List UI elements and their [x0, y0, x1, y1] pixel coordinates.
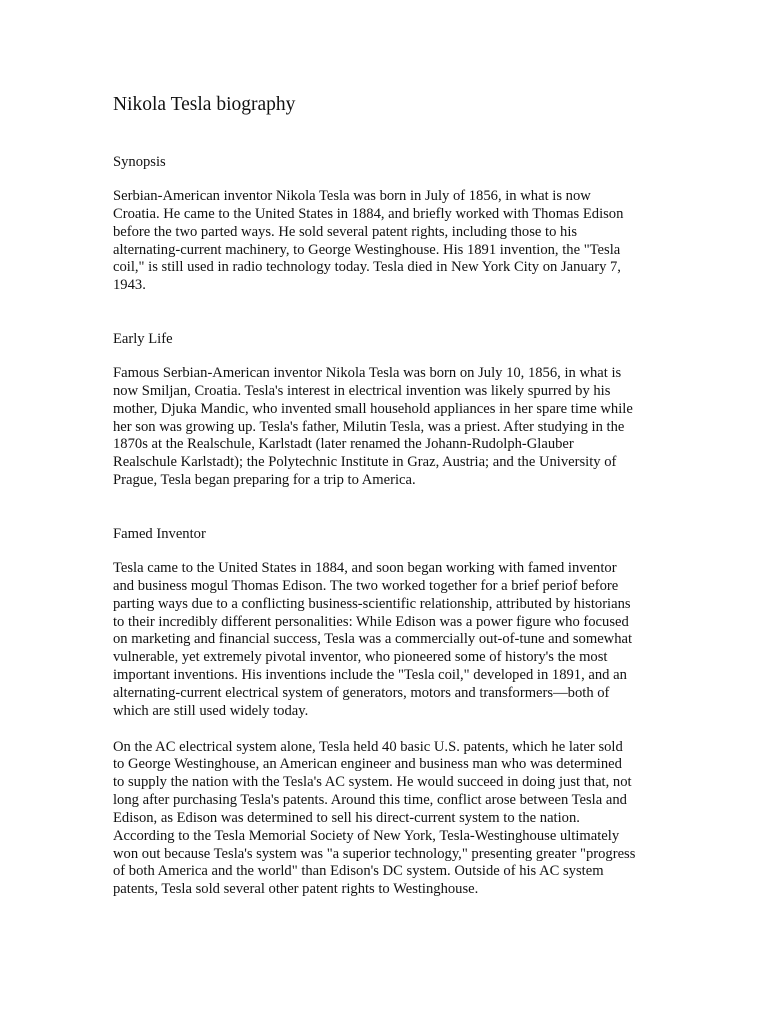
- section-heading: Famed Inventor: [113, 525, 206, 542]
- paragraph: [113, 188, 661, 295]
- text-line: Prague, Tesla began preparing for a trip to America.: [113, 472, 416, 489]
- text-line: to George Westinghouse, an American engineer and business man who was determined: [113, 756, 622, 773]
- text-line: vulnerable, yet extremely pivotal inventor, who pioneered some of history's the most: [113, 649, 608, 666]
- text-line: on marketing and financial success, Tesla was a commercially out-of-tune and somewhat: [113, 631, 633, 648]
- text-line: Croatia. He came to the United States in 1884, and briefly worked with Thomas Edison: [113, 205, 624, 222]
- text-line: of both America and the world" than Edison's DC system. Outside of his AC system: [113, 863, 604, 880]
- paragraph: [113, 365, 661, 490]
- text-line: won out because Tesla's system was "a superior technology," presenting greater "progress: [113, 845, 636, 862]
- text-line: alternating-current machinery, to George Westinghouse. His 1891 invention, the "Tesla: [113, 241, 621, 258]
- text-line: alternating-current electrical system of generators, motors and transformers—both of: [113, 684, 610, 701]
- text-line: important inventions. His inventions include the "Tesla coil," developed in 1891, and an: [113, 667, 627, 684]
- text-line: to supply the nation with the Tesla's AC system. He would succeed in doing just that, not: [113, 774, 632, 791]
- document-title: Nikola Tesla biography: [113, 94, 296, 115]
- text-line: On the AC electrical system alone, Tesla held 40 basic U.S. patents, which he later sold: [113, 738, 623, 755]
- paragraph: [113, 560, 661, 721]
- text-line: Realschule Karlstadt); the Polytechnic Institute in Graz, Austria; and the University of: [113, 454, 617, 471]
- text-line: Famous Serbian-American inventor Nikola Tesla was born on July 10, 1856, in what is: [113, 365, 622, 382]
- text-line: long after purchasing Tesla's patents. Around this time, conflict arose between Tesla and: [113, 792, 627, 809]
- paragraph: [113, 739, 661, 900]
- document-body: [113, 92, 661, 899]
- text-line: her son was growing up. Tesla's father, Milutin Tesla, was a priest. After studying in the: [113, 418, 625, 435]
- text-line: 1943.: [113, 277, 146, 294]
- text-line: 1870s at the Realschule, Karlstadt (later renamed the Johann-Rudolph-Glauber: [113, 436, 574, 453]
- text-line: before the two parted ways. He sold several patent rights, including those to his: [113, 223, 578, 240]
- text-line: patents, Tesla sold several other patent rights to Westinghouse.: [113, 881, 479, 898]
- text-line: According to the Tesla Memorial Society of New York, Tesla-Westinghouse ultimately: [113, 827, 620, 844]
- text-line: now Smiljan, Croatia. Tesla's interest in electrical invention was likely spurred by his: [113, 382, 611, 399]
- text-line: mother, Djuka Mandic, who invented small household appliances in her spare time while: [113, 400, 633, 417]
- text-line: coil," is still used in radio technology today. Tesla died in New York City on January 7,: [113, 259, 621, 276]
- section-early-life: [113, 330, 661, 490]
- text-line: parting ways due to a conflicting business-scientific relationship, attributed by historians: [113, 595, 631, 612]
- text-line: and business mogul Thomas Edison. The two worked together for a brief periof before: [113, 577, 619, 594]
- text-line: which are still used widely today.: [113, 702, 309, 719]
- section-famed-inventor: [113, 525, 661, 899]
- section-heading: Early Life: [113, 331, 173, 348]
- section-synopsis: [113, 153, 661, 295]
- text-line: Tesla came to the United States in 1884, and soon began working with famed inventor: [113, 559, 617, 576]
- section-heading: Synopsis: [113, 154, 166, 170]
- text-line: to their incredibly different personalities: While Edison was a power figure who focused: [113, 613, 629, 630]
- text-line: Serbian-American inventor Nikola Tesla was born in July of 1856, in what is now: [113, 188, 591, 204]
- text-line: Edison, as Edison was determined to sell his direct-current system to the nation.: [113, 809, 580, 826]
